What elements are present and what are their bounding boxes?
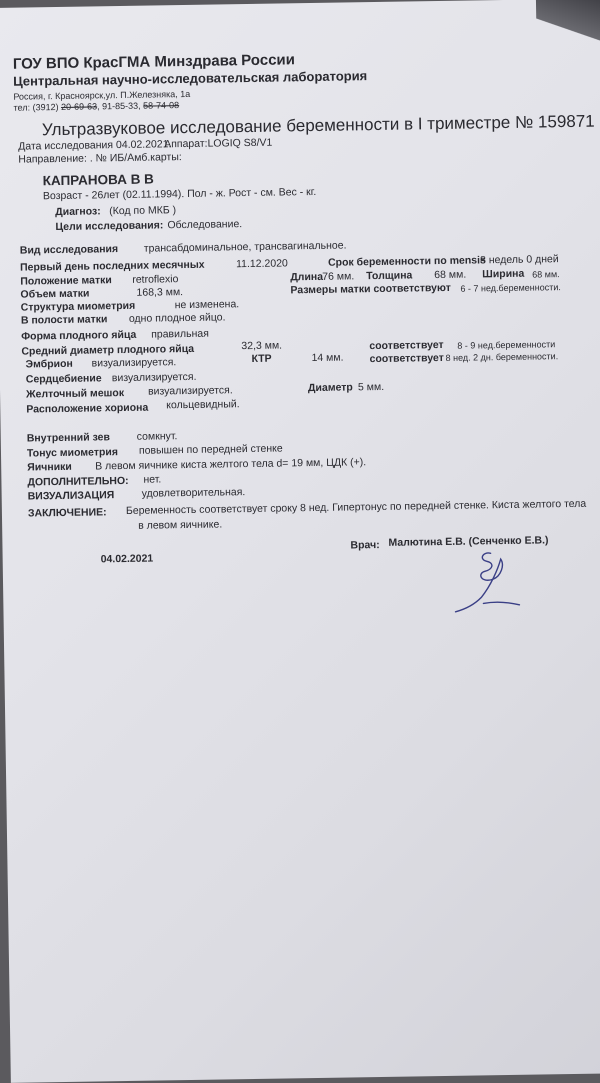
width-label: Ширина [482,267,525,281]
org-name: ГОУ ВПО КрасГМА Минздрава России [12,51,296,73]
thickness-label: Толщина [366,269,413,283]
tone-label: Тонус миометрия [26,446,119,460]
cavity-value: одно плодное яйцо. [128,311,226,325]
signature-stroke [455,553,520,612]
ktr-label: КТР [251,352,272,365]
lmp-label: Первый день последних месячных [19,258,205,274]
ovaries-value: В левом яичнике киста желтого тела d= 19 мм, ЦДК (+). [95,456,367,473]
doctor-signature [443,545,534,616]
yolk-sac-value: визуализируется. [147,384,233,398]
yolk-diameter-value: 5 мм. [357,380,385,394]
egg-diameter-value: 32,3 мм. [241,339,283,353]
egg-diameter-label: Средний диаметр плодного яйца [21,342,195,358]
egg-corr-label: соответствует [369,338,444,353]
doctor-name: Малютина Е.В. (Сенченко Е.В.) [388,534,549,549]
chorion-label: Расположение хориона [26,401,149,416]
embryo-label: Эмбрион [25,357,73,371]
chorion-value: кольцевидный. [166,398,240,412]
term-value: 8 недель 0 дней [479,253,559,267]
egg-form-value: правильная [151,327,209,341]
patient-info: Возраст - 26лет (02.11.1994). Пол - ж. Рост - см. Вес - кг. [42,185,317,203]
volume-value: 168,3 мм. [136,286,184,299]
length-label: Длина [290,270,324,284]
direction: Направление: . № ИБ/Амб.карты: [18,151,182,166]
ovaries-label: Яичники [27,460,72,474]
diagnosis-label: Диагноз: [55,205,101,219]
term-label: Срок беременности по mensis [327,254,486,269]
size-value: 6 - 7 нед.беременности. [460,282,561,294]
background-object [536,0,600,47]
goals-value: Обследование. [167,218,243,232]
width-value: 68 мм. [532,269,560,280]
visualization-label: ВИЗУАЛИЗАЦИЯ [27,489,115,503]
conclusion-line-2: в левом яичнике. [138,518,223,532]
additional-value: нет. [143,473,162,486]
conclusion-line-1: Беременность соответствует сроку 8 нед. Гипертонус по передней стенке. Киста желтого тела [125,497,587,517]
visualization-value: удовлетворительная. [141,486,246,500]
exam-type-label: Вид исследования [19,243,119,257]
yolk-diameter-label: Диаметр [307,381,353,395]
egg-corr-value: 8 - 9 нед.беременности [457,339,556,351]
conclusion-label: ЗАКЛЮЧЕНИЕ: [27,506,107,520]
document-title: Ультразвуковое исследование беременности в I триместре № 159871 [41,111,595,140]
internal-os-value: сомкнут. [136,430,178,443]
length-value: 76 мм. [322,270,355,283]
doctor-label: Врач: [350,539,380,552]
ktr-corr-label: соответствует [369,351,444,366]
patient-name: КАПРАНОВА В В [42,171,154,189]
egg-form-label: Форма плодного яйца [21,328,137,343]
internal-os-label: Внутренний зев [26,431,111,445]
yolk-sac-label: Желточный мешок [25,387,125,401]
heartbeat-label: Сердцебиение [25,372,102,386]
goals-label: Цели исследования: [55,219,164,234]
lmp-value: 11.12.2020 [235,257,288,271]
size-label: Размеры матки соответствуют [290,281,451,297]
myometrium-label: Структура миометрия [20,299,136,314]
ktr-corr-value: 8 нед. 2 дн. беременности. [445,351,559,363]
exam-date: Дата исследования 04.02.2021. [18,138,172,153]
embryo-value: визуализируется. [91,356,177,370]
uterus-position-label: Положение матки [20,274,112,288]
address: Россия, г. Красноярск,ул. П.Железняка, 1а [13,88,191,102]
phone-line: тел: (3912) 20-69-63, 91-85-33, 58-74-08 [13,100,180,113]
footer-date: 04.02.2021 [100,552,154,566]
uterus-position-value: retroflexio [132,273,179,286]
diagnosis-value: (Код по МКБ ) [109,204,177,218]
heartbeat-value: визуализируется. [111,370,197,385]
lab-name: Центральная научно-исследовательская лаборатория [13,68,368,89]
additional-label: ДОПОЛНИТЕЛЬНО: [27,474,129,489]
ktr-value: 14 мм. [311,351,344,365]
cavity-label: В полости матки [20,313,108,327]
device: Аппарат:LOGIQ S8/V1 [164,136,273,151]
exam-type-value: трансабдоминальное, трансвагинальное. [143,239,347,255]
thickness-value: 68 мм. [434,268,467,282]
tone-value: повышен по передней стенке [138,442,283,457]
myometrium-value: не изменена. [174,298,240,312]
volume-label: Объем матки [20,287,90,301]
